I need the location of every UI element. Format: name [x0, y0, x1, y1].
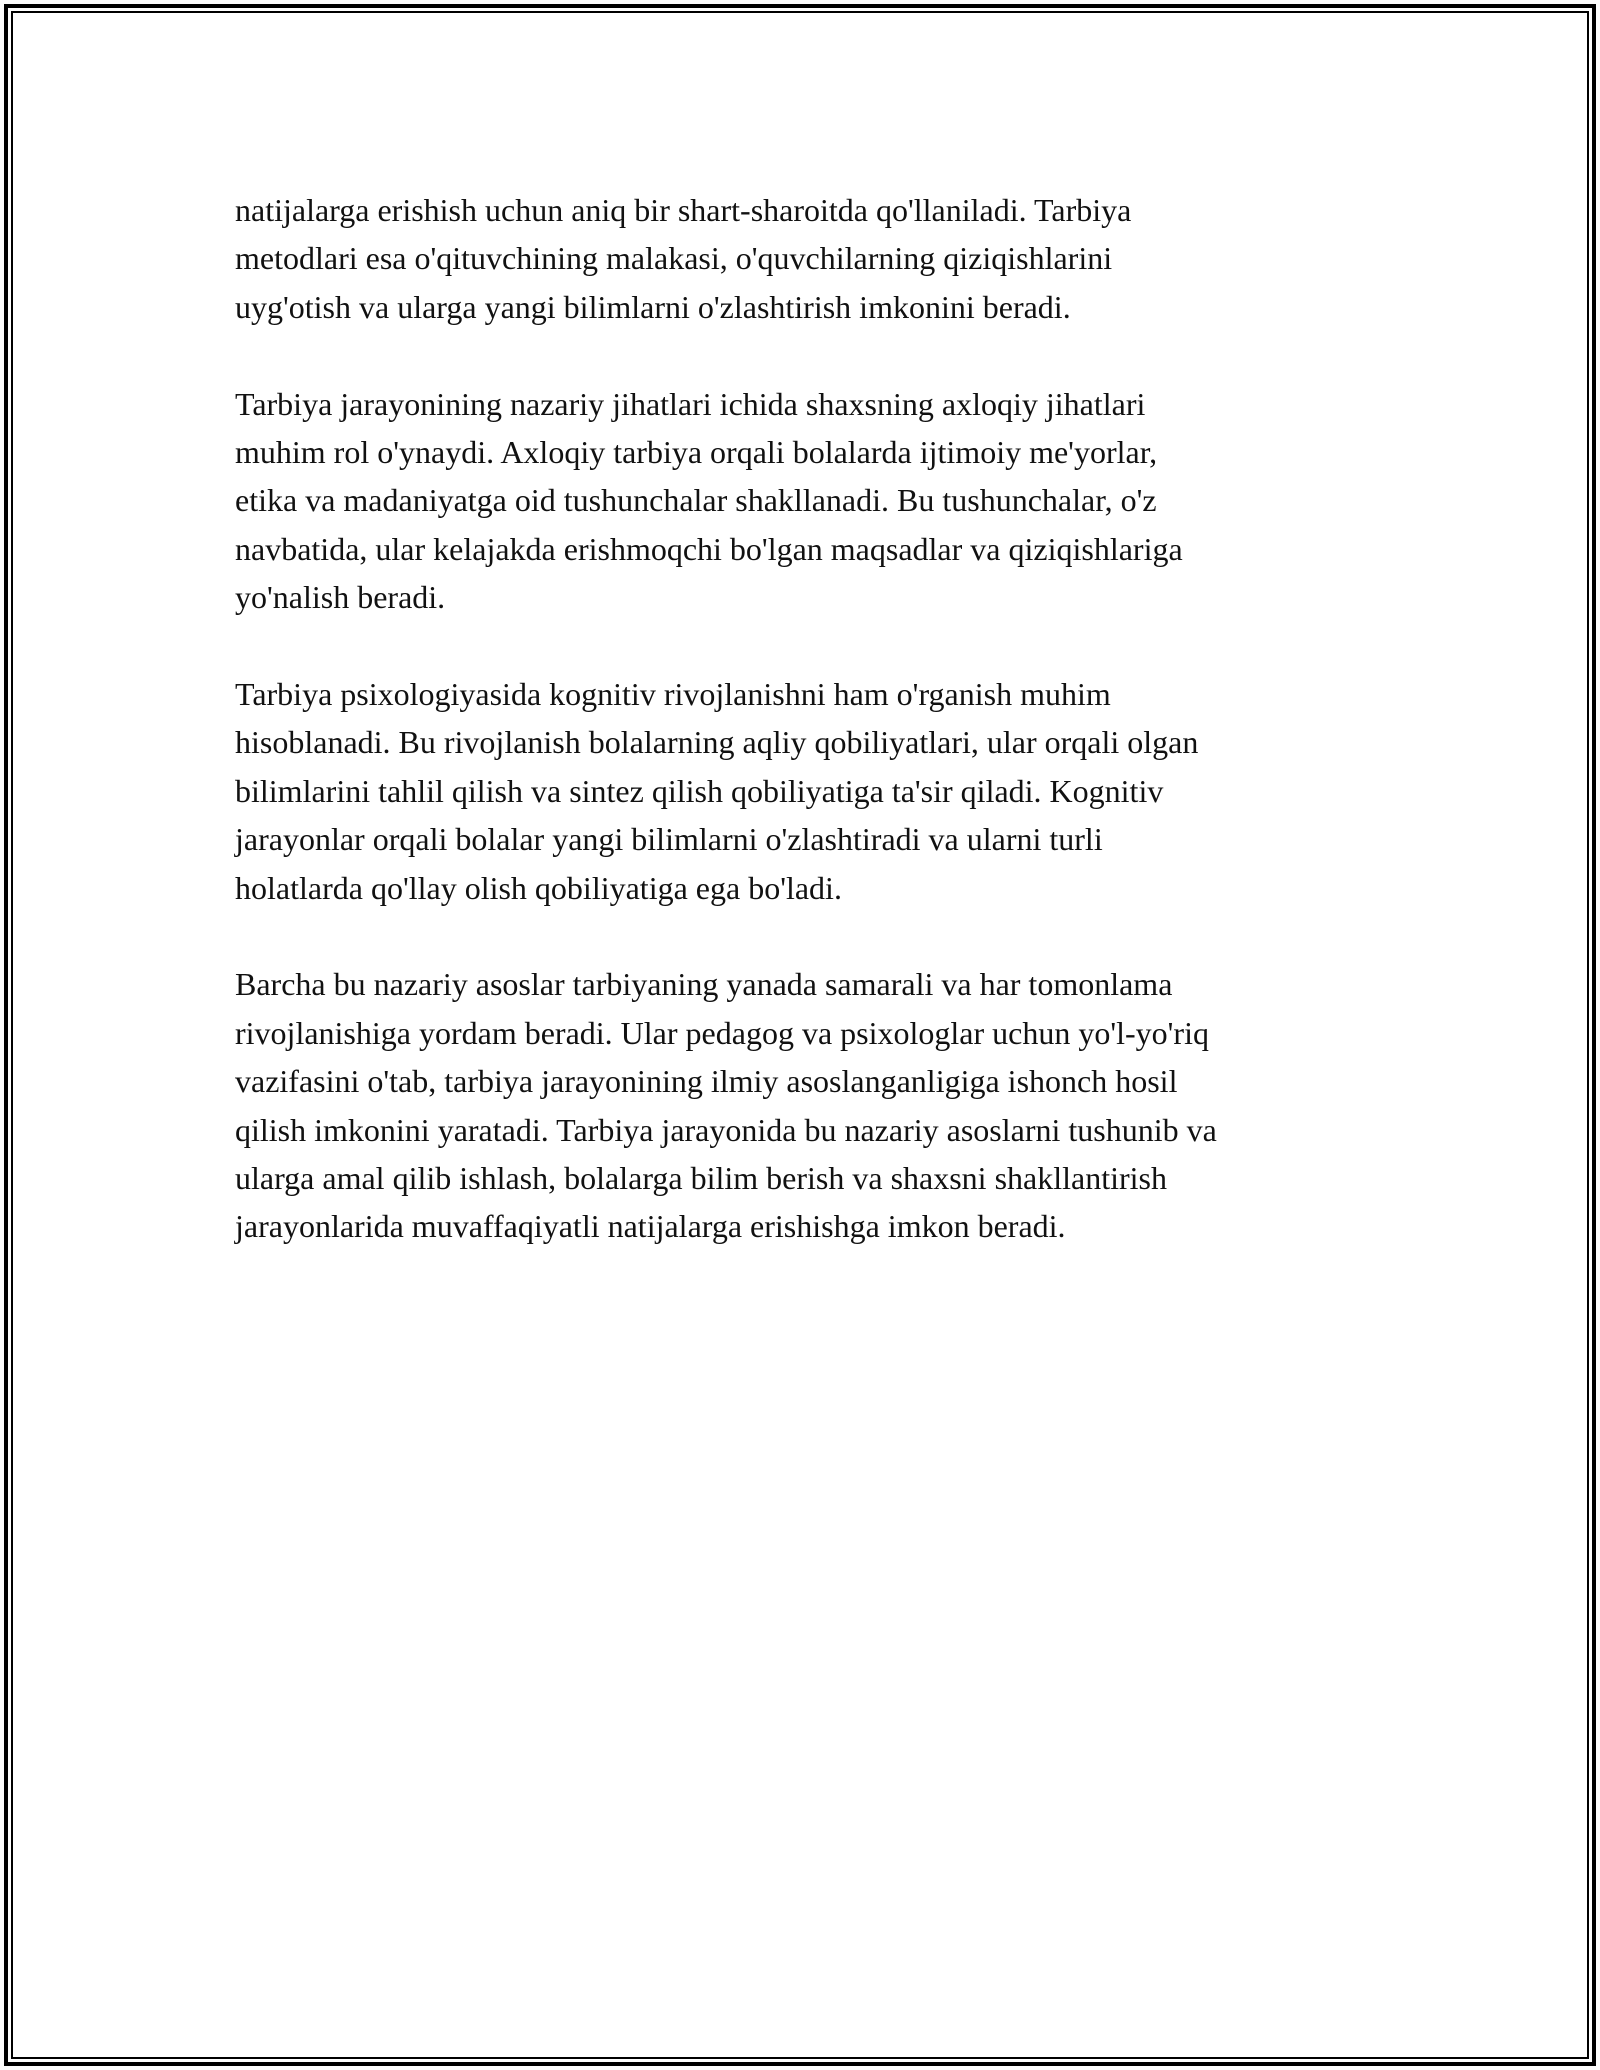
- text-line: qilish imkonini yaratadi. Tarbiya jarayonida bu nazariy asoslarni tushunib va: [235, 1111, 1217, 1148]
- document-body: [235, 186, 1365, 1299]
- paragraph-2: [235, 380, 1365, 622]
- paragraph-3: [235, 670, 1365, 912]
- text-line: natijalarga erishish uchun aniq bir shart-sharoitda qo'llaniladi. Tarbiya: [235, 192, 1132, 228]
- text-line: metodlari esa o'qituvchining malakasi, o'quvchilarning qiziqishlarini: [235, 240, 1113, 277]
- text-line: yo'nalish beradi.: [235, 579, 446, 616]
- paragraph-1: [235, 186, 1365, 331]
- text-line: muhim rol o'ynaydi. Axloqiy tarbiya orqali bolalarda ijtimoiy me'yorlar,: [235, 434, 1158, 471]
- text-line: bilimlarini tahlil qilish va sintez qilish qobiliyatiga ta'sir qiladi. Kognitiv: [235, 772, 1164, 809]
- text-line: holatlarda qo'llay olish qobiliyatiga ega bo'ladi.: [235, 869, 842, 906]
- text-line: uyg'otish va ularga yangi bilimlarni o'zlashtirish imkonini beradi.: [235, 288, 1071, 325]
- text-line: rivojlanishiga yordam beradi. Ular pedagog va psixologlar uchun yo'l-yo'riq: [235, 1014, 1209, 1051]
- text-line: navbatida, ular kelajakda erishmoqchi bo'lgan maqsadlar va qiziqishlariga: [235, 530, 1183, 567]
- text-line: etika va madaniyatga oid tushunchalar shakllanadi. Bu tushunchalar, o'z: [235, 482, 1157, 519]
- text-line: vazifasini o'tab, tarbiya jarayonining ilmiy asoslanganligiga ishonch hosil: [235, 1063, 1178, 1100]
- text-line: ularga amal qilib ishlash, bolalarga bilim berish va shaxsni shakllantirish: [235, 1160, 1167, 1197]
- text-line: jarayonlarida muvaffaqiyatli natijalarga erishishga imkon beradi.: [235, 1208, 1066, 1245]
- text-line: jarayonlar orqali bolalar yangi bilimlarni o'zlashtiradi va ularni turli: [235, 821, 1103, 858]
- text-line: Tarbiya jarayonining nazariy jihatlari ichida shaxsning axloqiy jihatlari: [235, 385, 1146, 422]
- paragraph-4: [235, 960, 1365, 1250]
- text-line: hisoblanadi. Bu rivojlanish bolalarning aqliy qobiliyatlari, ular orqali olgan: [235, 724, 1199, 761]
- text-line: Barcha bu nazariy asoslar tarbiyaning yanada samarali va har tomonlama: [235, 966, 1173, 1003]
- text-line: Tarbiya psixologiyasida kognitiv rivojlanishni ham o'rganish muhim: [235, 676, 1111, 713]
